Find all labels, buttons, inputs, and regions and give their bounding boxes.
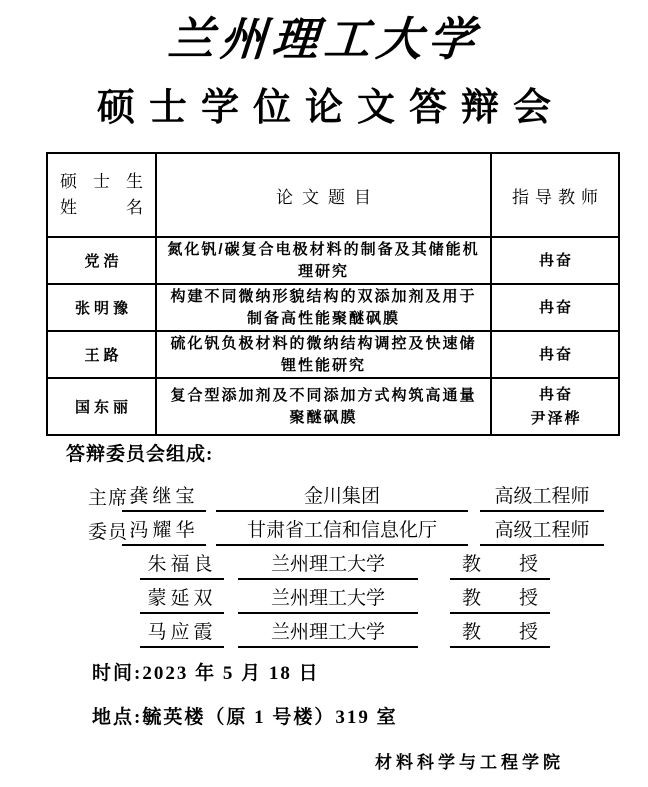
advisor-name: [491, 237, 619, 284]
header-thesis-title: 论文题目: [156, 153, 491, 237]
thesis-title: 硫化钒负极材料的微纳结构调控及快速储锂性能研究: [156, 331, 491, 378]
header-advisor: 指导教师: [491, 153, 619, 237]
student-name: 张明豫: [47, 284, 156, 331]
committee-member-name: 朱福良: [140, 552, 224, 580]
table-header-row: [47, 153, 619, 237]
advisor-name: [491, 284, 619, 331]
defense-roster-table: [46, 152, 620, 436]
committee-row-member: [0, 512, 648, 546]
committee-member-title: 高级工程师: [480, 518, 604, 546]
student-name: 国东丽: [47, 378, 156, 435]
table-row: [47, 284, 619, 331]
committee-member-title: 教 授: [450, 620, 550, 648]
advisor-name-line: 冉奋: [538, 298, 573, 316]
committee-member-org: 甘肃省工信和信息化厅: [216, 518, 468, 546]
table-row: [47, 237, 619, 284]
committee-member-org: 金川集团: [216, 484, 468, 512]
advisor-name-line: 冉奋: [538, 345, 573, 363]
student-name: 王路: [47, 331, 156, 378]
committee-member-name: 马应霞: [140, 620, 224, 648]
committee-row-member: [0, 614, 648, 648]
advisor-name-line: 冉奋: [538, 385, 573, 403]
advisor-name: [491, 378, 619, 435]
committee-row-member: [0, 580, 648, 614]
committee-member-title: 教 授: [450, 552, 550, 580]
header-student-name: [47, 153, 156, 237]
committee-heading: 答辩委员会组成:: [66, 444, 214, 465]
advisor-name: [491, 331, 619, 378]
thesis-title: 氮化钒/碳复合电极材料的制备及其储能机理研究: [156, 237, 491, 284]
advisor-name-line: 尹泽桦: [530, 409, 582, 427]
table-row: [47, 378, 619, 435]
committee-member-name: 蒙延双: [140, 586, 224, 614]
advisor-name-line: 冉奋: [538, 251, 573, 269]
thesis-title: 构建不同微纳形貌结构的双添加剂及用于制备高性能聚醚砜膜: [156, 284, 491, 331]
defense-location: 地点:毓英楼（原 1 号楼）319 室: [92, 707, 398, 728]
university-calligraphy-logo: 兰州理工大学: [166, 14, 482, 65]
committee-row-chair: [0, 478, 648, 512]
header-student-line1: 硕士生: [60, 172, 143, 191]
committee-role-label: 委员：: [88, 522, 149, 543]
student-name: 党浩: [47, 237, 156, 284]
table-row: [47, 331, 619, 378]
defense-time: 时间:2023 年 5 月 18 日: [92, 663, 320, 684]
committee-list: [0, 478, 648, 648]
header-student-line2: 姓名: [60, 198, 143, 217]
committee-row-member: [0, 546, 648, 580]
committee-member-name: 龚继宝: [122, 484, 206, 512]
page-title: 硕士学位论文答辩会: [96, 87, 565, 129]
department-signature: 材料科学与工程学院: [375, 753, 564, 772]
committee-member-title: 教 授: [450, 586, 550, 614]
thesis-title: 复合型添加剂及不同添加方式构筑高通量聚醚砜膜: [156, 378, 491, 435]
committee-member-org: 兰州理工大学: [238, 586, 418, 614]
committee-member-org: 兰州理工大学: [238, 620, 418, 648]
committee-member-title: 高级工程师: [480, 484, 604, 512]
committee-member-name: 冯耀华: [122, 518, 206, 546]
committee-role-label: 主席：: [88, 488, 149, 509]
committee-member-org: 兰州理工大学: [238, 552, 418, 580]
